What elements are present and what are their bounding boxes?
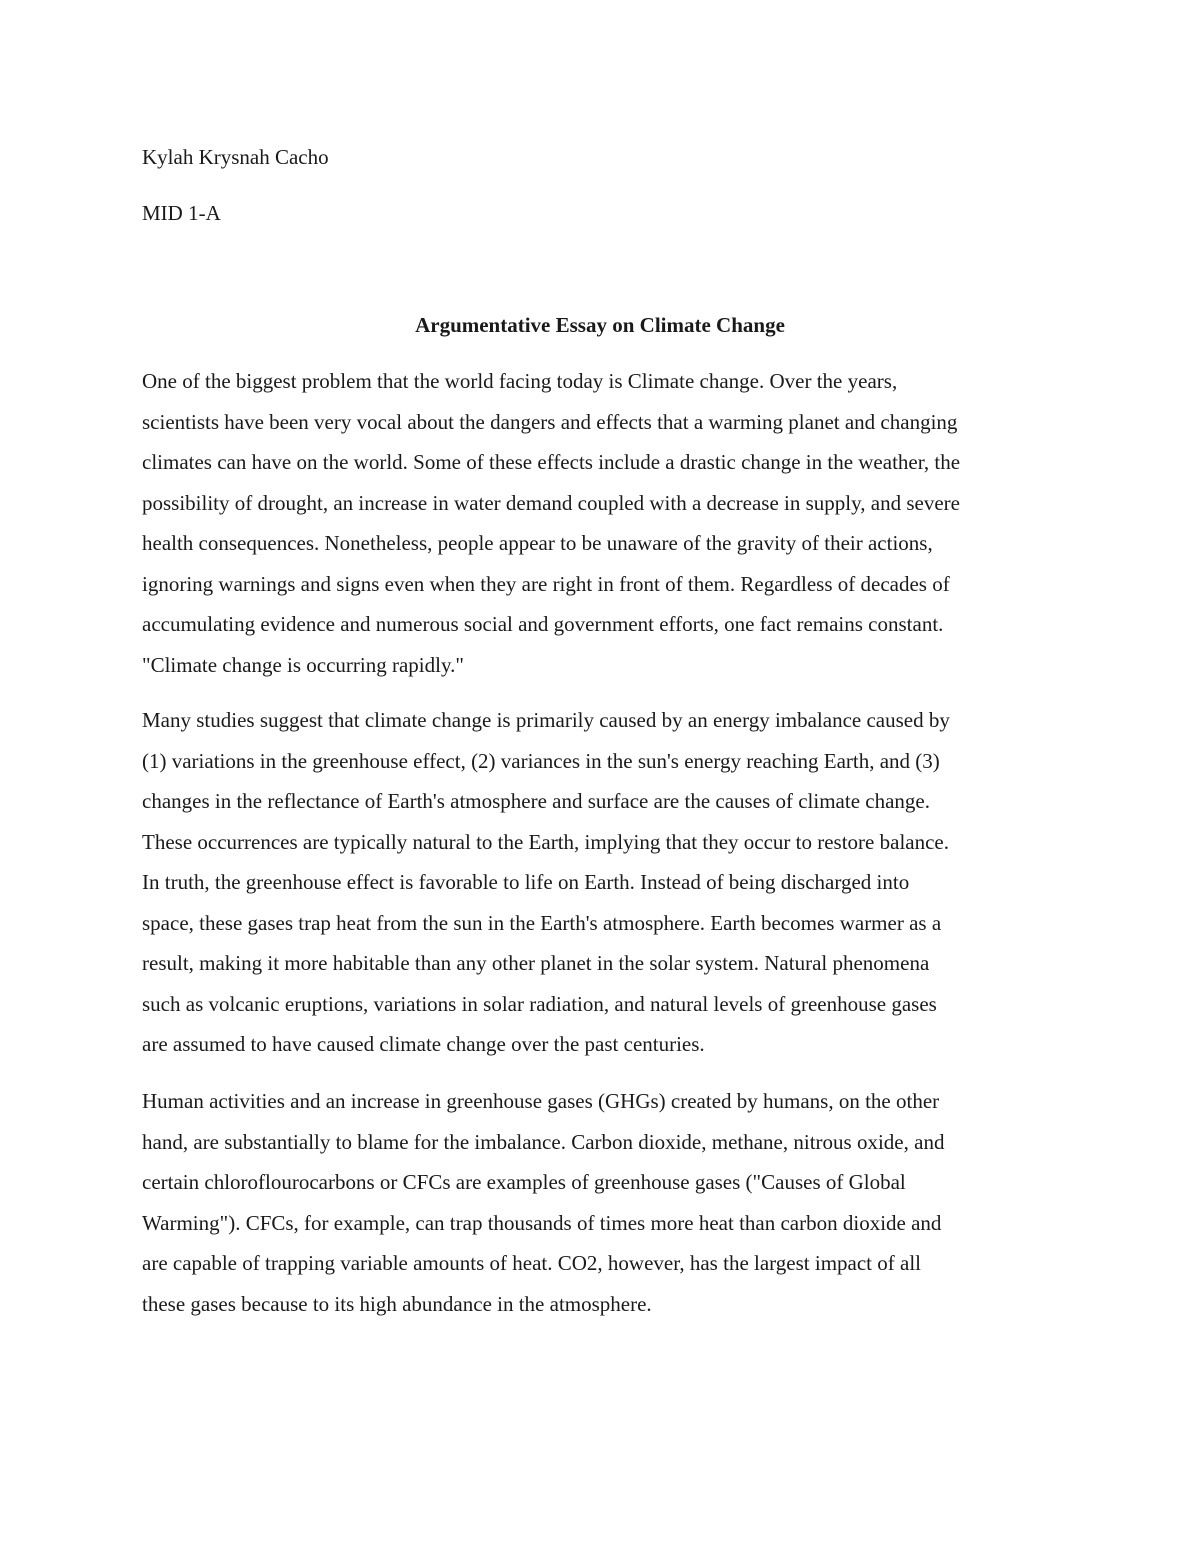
essay-title: Argumentative Essay on Climate Change	[415, 313, 785, 337]
class-section: MID 1-A	[142, 201, 221, 225]
paragraph-line: Many studies suggest that climate change is primarily caused by an energy imbalance caused by	[142, 708, 950, 732]
paragraph-line: are capable of trapping variable amounts of heat. CO2, however, has the largest impact of all	[142, 1251, 921, 1275]
paragraph-line: hand, are substantially to blame for the imbalance. Carbon dioxide, methane, nitrous oxide, and	[142, 1129, 945, 1154]
paragraph-line: These occurrences are typically natural to the Earth, implying that they occur to restore balance.	[142, 829, 949, 854]
paragraph-line: certain chloroflourocarbons or CFCs are examples of greenhouse gases ("Causes of Global	[142, 1170, 906, 1194]
paragraph-line: such as volcanic eruptions, variations in solar radiation, and natural levels of greenhouse gases	[142, 991, 937, 1016]
paragraph-line: health consequences. Nonetheless, people appear to be unaware of the gravity of their actions,	[142, 531, 933, 555]
paragraph-line: Warming"). CFCs, for example, can trap thousands of times more heat than carbon dioxide and	[142, 1210, 942, 1235]
paragraph-line: In truth, the greenhouse effect is favorable to life on Earth. Instead of being discharged into	[142, 870, 910, 894]
paragraph-3	[142, 1081, 1072, 1324]
paragraph-line: space, these gases trap heat from the sun in the Earth's atmosphere. Earth becomes warmer as a	[142, 910, 942, 935]
author-name: Kylah Krysnah Cacho	[142, 145, 329, 169]
paragraph-line: (1) variations in the greenhouse effect, (2) variances in the sun's energy reaching Earth, and (3)	[142, 748, 940, 773]
paragraph-line: possibility of drought, an increase in water demand coupled with a decrease in supply, and severe	[142, 490, 960, 515]
paragraph-line: these gases because to its high abundance in the atmosphere.	[142, 1291, 652, 1316]
paragraph-line: One of the biggest problem that the world facing today is Climate change. Over the years,	[142, 369, 898, 393]
paragraph-line: scientists have been very vocal about the dangers and effects that a warming planet and changing	[142, 409, 958, 434]
paragraph-line: changes in the reflectance of Earth's atmosphere and surface are the causes of climate change.	[142, 789, 930, 813]
paragraph-line: result, making it more habitable than any other planet in the solar system. Natural phenomena	[142, 951, 930, 975]
paragraph-line: "Climate change is occurring rapidly."	[142, 652, 464, 677]
paragraph-2	[142, 700, 1072, 1065]
paragraph-line: Human activities and an increase in greenhouse gases (GHGs) created by humans, on the other	[142, 1089, 940, 1113]
paragraph-line: climates can have on the world. Some of these effects include a drastic change in the weather, the	[142, 450, 961, 474]
paragraph-line: are assumed to have caused climate change over the past centuries.	[142, 1032, 705, 1056]
paragraph-line: ignoring warnings and signs even when they are right in front of them. Regardless of decades of	[142, 571, 950, 596]
paragraph-line: accumulating evidence and numerous social and government efforts, one fact remains constant.	[142, 612, 944, 636]
paragraph-1	[142, 361, 1072, 685]
